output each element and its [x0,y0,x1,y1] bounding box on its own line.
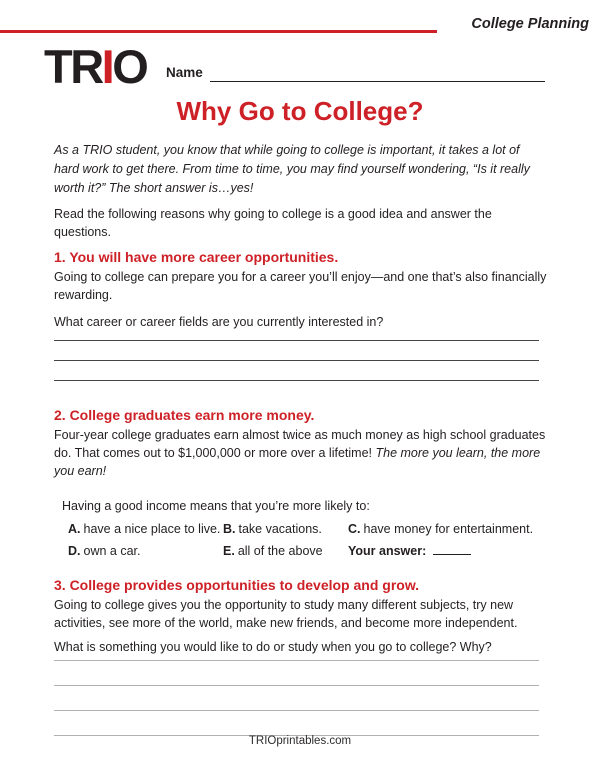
section-1-answer-lines [54,331,539,381]
section-3-question: What is something you would like to do or study when you go to college? Why? [54,640,492,654]
option-a-letter: A. [68,522,81,536]
logo-text-o: O [112,40,147,93]
footer-url: TRIOprintables.com [248,735,352,747]
content-column [54,141,547,736]
instruction-text: Read the following reasons why going to college is a good idea and answer the questions. [54,207,492,239]
section-3-heading: 3. College provides opportunities to develop and grow. [54,577,420,593]
answer-line[interactable] [54,331,539,341]
option-b-letter: B. [223,522,236,536]
section-1-question: What career or career fields are you currently interested in? [54,315,384,329]
your-answer-label: Your answer: [348,544,427,558]
option-b-text: take vacations. [238,522,322,536]
option-c [348,520,547,538]
answer-line[interactable] [54,711,539,736]
section-2-options-grid [68,520,547,560]
option-e [223,542,348,560]
trio-logo [44,40,147,93]
section-1-body: Going to college can prepare you for a career you’ll enjoy—and one that’s also financially rewarding. [54,270,547,302]
answer-line[interactable] [54,661,539,686]
intro-paragraph: As a TRIO student, you know that while going to college is important, it takes a lot of hard work to get there. From time to time, you may find yourself wondering, “Is it really worth it?” The short answer is…yes! [54,143,530,195]
header-category-label: College Planning [471,16,589,32]
section-2-body-italic: The more you learn, the more you earn! [54,446,541,478]
option-a [68,520,223,538]
section-2-prompt: Having a good income means that you’re more likely to: [62,499,370,513]
page-title: Why Go to College? [176,96,424,126]
section-2-body-regular: Four-year college graduates earn almost twice as much money as high school graduates do. That comes out to $1,000,000 or more over a lifetime! [54,428,546,460]
your-answer-row [348,542,547,560]
option-d-text: own a car. [83,544,141,558]
answer-line[interactable] [54,361,539,381]
answer-line[interactable] [54,341,539,361]
option-c-letter: C. [348,522,361,536]
section-1-heading: 1. You will have more career opportunities. [54,249,339,265]
section-3-body: Going to college gives you the opportunity to study many different subjects, try new activities, see more of the world, make new friends, and become more independent. [54,598,518,630]
option-e-text: all of the above [237,544,323,558]
name-fill-in-line[interactable] [210,64,545,82]
option-b [223,520,348,538]
logo-text-i-red: I [101,40,113,93]
name-label: Name [166,65,203,80]
your-answer-blank[interactable] [433,542,471,555]
option-a-text: have a nice place to live. [83,522,221,536]
answer-line[interactable] [54,686,539,711]
option-c-text: have money for entertainment. [363,522,534,536]
option-d [68,542,223,560]
section-2-heading: 2. College graduates earn more money. [54,407,315,423]
section-2-body [54,426,547,480]
name-row [166,64,545,82]
logo-text-tr: TR [44,40,102,93]
option-e-letter: E. [223,544,235,558]
section-3-answer-lines [54,656,539,736]
option-d-letter: D. [68,544,81,558]
header-rule [0,30,437,33]
